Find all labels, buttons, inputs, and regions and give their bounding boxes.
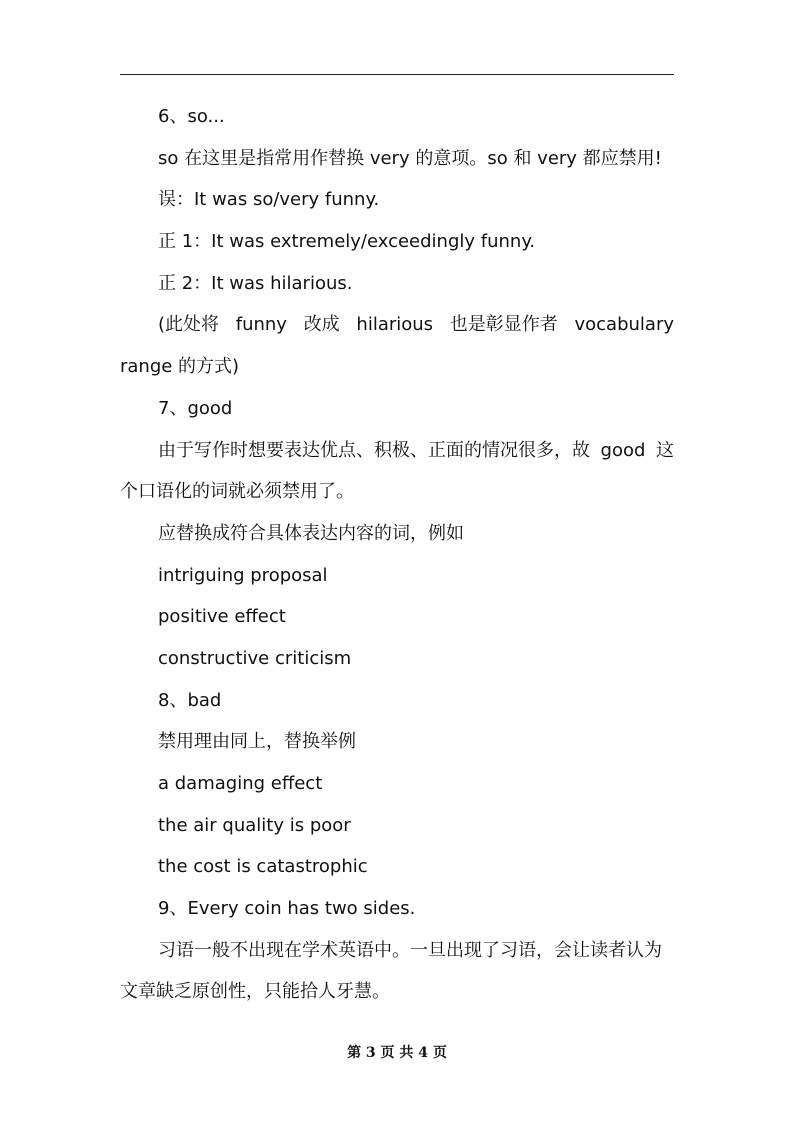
- note-word: vocabulary: [574, 314, 674, 336]
- heading-9: 9、Every coin has two sides.: [158, 898, 416, 920]
- paragraph-line: 习语一般不出现在学术英语中。一旦出现了习语，会让读者认为: [158, 939, 662, 961]
- paragraph-line-continued: 文章缺乏原创性，只能拾人牙慧。: [120, 981, 390, 1003]
- paragraph-line: so 在这里是指常用作替换 very 的意项。so 和 very 都应禁用!: [158, 147, 662, 169]
- example-item: positive effect: [158, 606, 286, 628]
- wrong-example: 误：It was so/very funny.: [158, 189, 380, 211]
- paragraph-line: [120, 430, 674, 472]
- paragraph-segment: 这: [655, 439, 674, 461]
- paragraph-segment: 由于写作时想要表达优点、积极、正面的情况很多，故: [158, 439, 590, 461]
- document-body: [120, 96, 674, 1013]
- example-item: the air quality is poor: [158, 814, 351, 836]
- example-item: a damaging effect: [158, 773, 323, 794]
- heading-6: 6、so...: [158, 106, 225, 127]
- note-word: (此处将: [158, 314, 220, 336]
- paragraph-line-continued: 个口语化的词就必须禁用了。: [120, 481, 354, 503]
- note-word: hilarious: [356, 314, 434, 336]
- header-rule: [120, 74, 674, 75]
- example-item: intriguing proposal: [158, 564, 328, 586]
- paragraph-line: 应替换成符合具体表达内容的词，例如: [158, 522, 464, 544]
- paragraph-segment: good: [600, 439, 646, 461]
- heading-7: 7、good: [158, 397, 233, 419]
- example-item: constructive criticism: [158, 647, 352, 669]
- heading-8: 8、bad: [158, 689, 222, 711]
- page-footer: 第 3 页 共 4 页: [347, 1045, 447, 1061]
- correct-example-1: 正 1：It was extremely/exceedingly funny.: [158, 231, 536, 253]
- note-word: 也是彰显作者: [449, 314, 558, 336]
- example-item: the cost is catastrophic: [158, 856, 368, 878]
- note-line-continued: range 的方式): [120, 356, 240, 378]
- correct-example-2: 正 2：It was hilarious.: [158, 272, 353, 294]
- note-word: 改成: [303, 314, 340, 336]
- note-line: [120, 304, 674, 346]
- note-word: funny: [235, 314, 287, 336]
- paragraph-line: 禁用理由同上，替换举例: [158, 731, 356, 753]
